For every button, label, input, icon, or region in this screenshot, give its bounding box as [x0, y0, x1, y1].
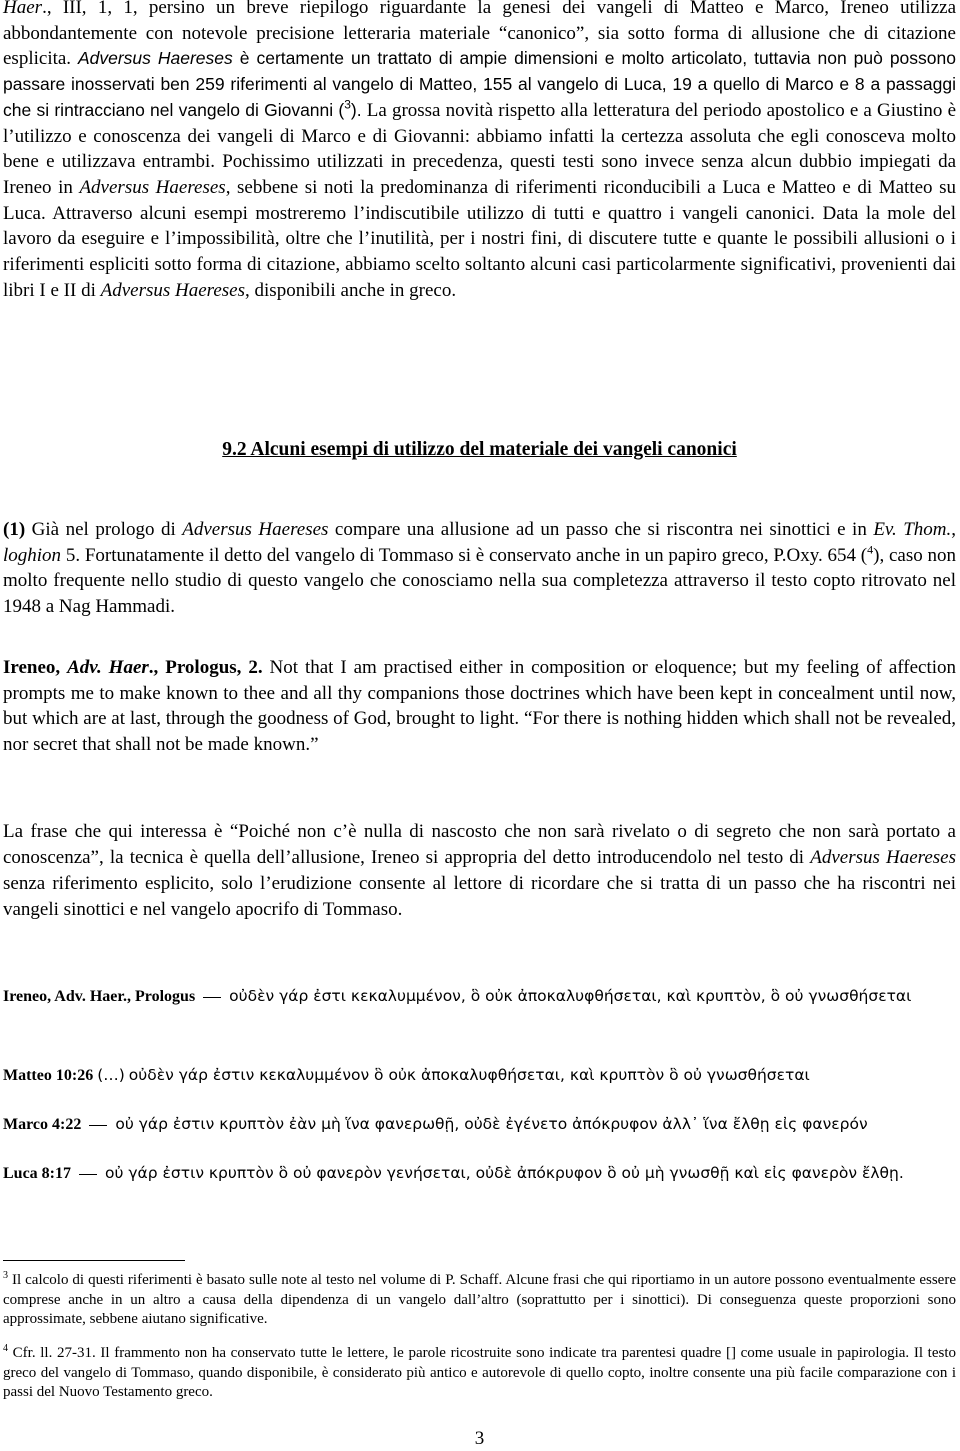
example-text: Adversus Haereses [182, 519, 329, 540]
greek-text: οὐδὲν γάρ ἐστιν κεκαλυμμένον ὃ οὐκ ἀποκαλυφθήσεται, καὶ κρυπτὸν ὃ οὐ γνωσθήσεται [128, 1066, 810, 1084]
intro-text: Adversus Haereses [79, 176, 226, 198]
intro-text: La grossa novità rispetto alla letteratura del periodo apostolico e a Giustino è l’utilizzo e conoscenza dei vangeli di Marco e di Giovanni: abbiamo infatti la certezza assoluta che egli conosceva molto bene e utilizzava entrambi. Pochissimo utilizzati in precedenza, questi testi sono invece senza alcun dubbio impiegati da Ireneo in [3, 99, 957, 198]
footnote-number: 4 [3, 1343, 8, 1354]
footnote-ref-4[interactable]: 4 [867, 542, 874, 557]
ellipsis-paren: (…) [97, 1066, 125, 1084]
intro-text: Adversus Haereses [77, 48, 233, 69]
citation-label: Matteo 10:26 [3, 1067, 94, 1084]
example-number: (1) [3, 519, 26, 540]
footnote-3 [3, 1271, 956, 1330]
commentary-text: La frase che qui interessa è “Poiché non c’è nulla di nascosto che non sarà rivelato o di segreto che non sarà portato a conoscenza”, la tecnica è quella dell’allusione, Ireneo si appropria del detto introducendolo nel testo di [3, 821, 956, 868]
quote-text: Not that I am practised either in composition or eloquence; but my feeling of affection prompts me to make known to thee and all thy companions those doctrines which have been kept in concealment until now, but which are at last, through the goodness of God, brought to light. “For there is nothing hidden which shall not be revealed, nor secret that shall not be made known.” [3, 657, 956, 755]
citation-label: Marco 4:22 [3, 1116, 82, 1133]
footnote-4 [3, 1344, 956, 1403]
example-text: Già nel prologo di [25, 519, 183, 540]
section-heading [3, 437, 956, 462]
greek-text: οὐ γάρ ἐστιν κρυπτὸν ὃ οὐ φανερὸν γενήσεται, οὐδὲ ἀπόκρυφον ὃ οὐ μὴ γνωσθῇ καὶ εἰς φανερὸν ἔλθῃ. [105, 1164, 904, 1182]
example-text: ), caso non molto frequente nello studio di questo vangelo che conosciamo nella sua completezza attraverso il testo copto ritrovato nel 1948 a Nag Hammadi. [3, 544, 956, 617]
example-text: 5. Fortunatamente il detto del vangelo di Tommaso si è conservato anche in un papiro greco, P.Oxy. 654 ( [61, 544, 868, 566]
citation-label: Luca 8:17 [3, 1165, 71, 1182]
greek-text: οὐδὲν γάρ ἐστι κεκαλυμμένον, ὃ οὐκ ἀποκαλυφθήσεται, καὶ κρυπτὸν, ὃ οὐ γνωσθήσεται [229, 987, 912, 1005]
quote-source: Ireneo, [3, 657, 68, 678]
commentary-text: senza riferimento esplicito, solo l’erudizione consente al lettore di ricordare che si tratta di un passo che ha riscontri nei vangeli sinottici e nel vangelo apocrifo di Tommaso. [3, 873, 956, 920]
dash-separator [203, 997, 221, 999]
intro-text: Haer [3, 0, 43, 18]
footnote-divider [3, 1260, 185, 1261]
dash-separator [89, 1125, 107, 1127]
footnote-number: 3 [3, 1270, 8, 1281]
greek-citation-luca [3, 1160, 956, 1187]
intro-text: è certamente un trattato di ampie dimensioni e molto articolato, tuttavia non può possono passare inosservati ben 259 riferimenti al vangelo di Matteo, 155 al vangelo di Luca, 19 a quello di Marco e 8 a passaggi che si rintracciano nel vangelo di Giovanni ( [3, 48, 956, 120]
footnote-text: Il calcolo di questi riferimenti è basato sulle note al testo nel volume di P. Schaff. Alcune frasi che qui riportiamo in un autore possono eventualmente essere comprese anche in un altro a causa della dipendenza di un vangelo dall’altro (soprattutto per i sinottici). Di conseguenza queste proporzioni sono approssimate, sebbene aiutano significative. [3, 1272, 956, 1328]
example-text: Ev. Thom. [873, 519, 952, 540]
intro-text [71, 48, 78, 69]
intro-text: , disponibili anche in greco. [245, 279, 457, 301]
intro-text: Adversus Haereses [100, 279, 246, 301]
example-1-paragraph [3, 517, 956, 619]
section-heading-text: 9.2 Alcuni esempi di utilizzo del materiale dei vangeli canonici [222, 439, 737, 460]
prologus-quote-paragraph [3, 655, 956, 757]
intro-text: , sebbene si noti la predominanza di riferimenti riconducibili a Luca e Matteo e di Matteo su Luca. Attraverso alcuni esempi mostreremo l’indiscutibile utilizzo di tutti e quattro i vangeli canonici. Data la mole del lavoro da eseguire e l’impossibilità, oltre che l’inutilità, per i nostri fini, di discutere tutte e quante le possibili allusioni o i riferimenti espliciti sotto forma di citazione, abbiamo scelto soltanto alcuni casi particolarmente significativi, provenienti dai libri I e II di [3, 176, 956, 301]
intro-text: ., III, 1, 1, persino un breve riepilogo riguardante la genesi dei vangeli di Matteo e Marco, Ireneo utilizza abbondantemente con notevole precisione letteraria materiale “canonico”, sia sotto forma di allusione che di citazione esplicita. [3, 0, 956, 70]
intro-paragraph [3, 0, 956, 303]
example-text: compare una allusione ad un passo che si riscontra nei sinottici e in [328, 519, 874, 540]
greek-citation-matteo [3, 1062, 956, 1089]
dash-separator [79, 1174, 97, 1176]
example-text: loghion [3, 544, 62, 566]
greek-citation-marco [3, 1111, 956, 1138]
quote-source: ., Prologus, 2. [148, 657, 263, 678]
greek-text: οὐ γάρ ἐστιν κρυπτὸν ἐὰν μὴ ἵνα φανερωθῇ, οὐδὲ ἐγένετο ἀπόκρυφον ἀλλ᾽ ἵνα ἔλθῃ εἰς φανερόν [115, 1115, 868, 1133]
example-text: , [951, 519, 957, 540]
citation-label: Ireneo, Adv. Haer., Prologus [3, 988, 196, 1005]
footnote-ref-3[interactable]: 3 [344, 97, 351, 112]
page-number: 3 [474, 1428, 485, 1449]
footnote-text: Cfr. ll. 27-31. Il frammento non ha conservato tutte le lettere, le parole ricostruite sono indicate tra parentesi quadre [] come usuale in papirologia. Il testo greco del vangelo di Tommaso, quando disponibile, è considerato più antico e autorevole di quello copto, inoltre consente una più facile comparazione con i passi del Nuovo Testamento greco. [3, 1345, 956, 1401]
commentary-text: Adversus Haereses [810, 847, 956, 868]
intro-text: ). [350, 99, 362, 120]
quote-source: Adv. Haer [67, 657, 149, 678]
greek-citation-prologus [3, 983, 956, 1010]
commentary-paragraph [3, 819, 956, 923]
